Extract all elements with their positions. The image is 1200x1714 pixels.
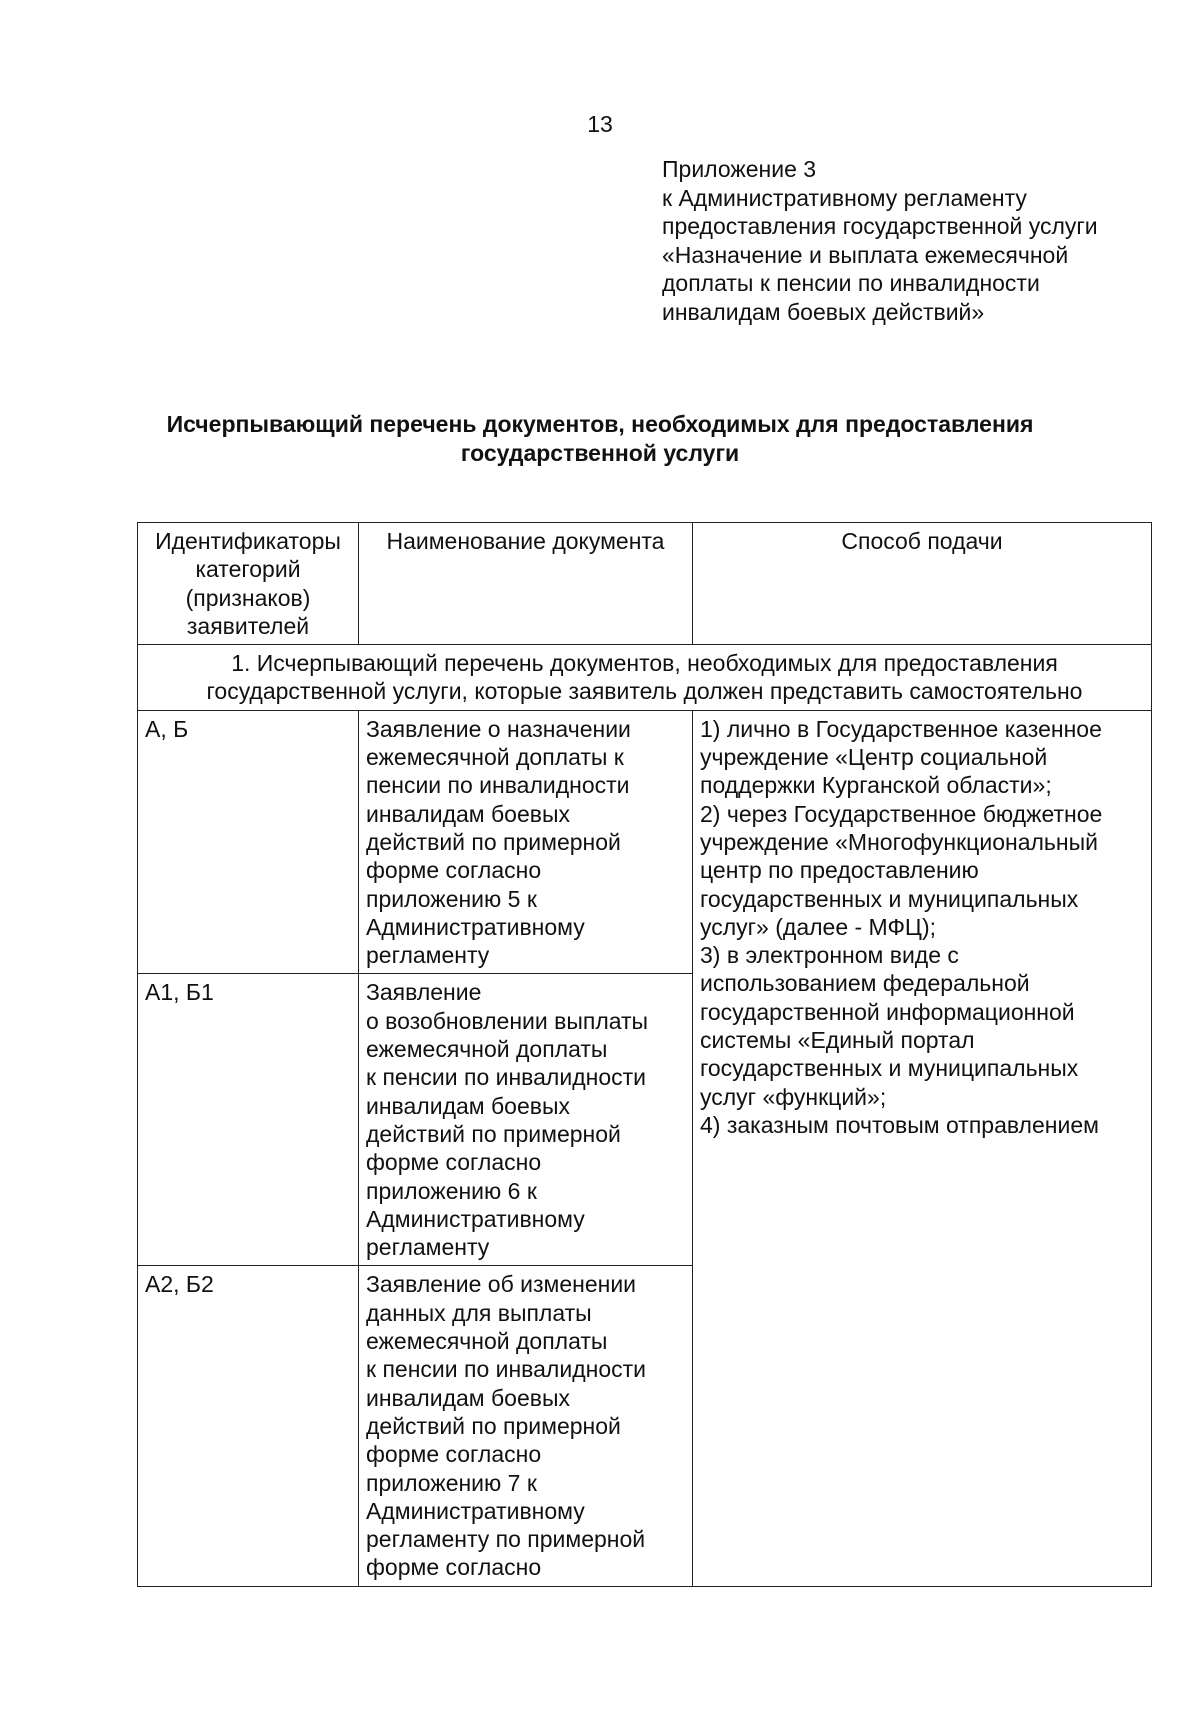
document-name-cell <box>359 710 693 974</box>
submission-method-line: 2) через Государственное бюджетное <box>700 800 1103 827</box>
submission-method-line: системы «Единый портал <box>700 1027 975 1054</box>
document-name-line: ежемесячной доплаты <box>366 1328 608 1355</box>
applicant-id-cell <box>138 710 359 974</box>
header-line: Наименование документа <box>386 528 665 554</box>
document-name-line: приложению 6 к <box>366 1177 537 1204</box>
document-name-line: ежемесячной доплаты к <box>366 744 624 771</box>
submission-method-line: 3) в электронном виде с <box>700 942 959 969</box>
appendix-line: Приложение 3 <box>662 156 817 182</box>
document-name-line: форме согласно <box>366 857 542 884</box>
appendix-line: «Назначение и выплата ежемесячной <box>662 241 1069 268</box>
submission-method-line: услуг» (далее - МФЦ); <box>700 913 936 940</box>
document-name-line: приложению 5 к <box>366 885 537 912</box>
document-name-cell <box>359 974 693 1266</box>
submission-method-line: центр по предоставлению <box>700 857 979 884</box>
document-name-line: инвалидам боевых <box>366 1092 570 1119</box>
document-name-line: инвалидам боевых <box>366 800 570 827</box>
section-line: государственной услуги, которые заявитель должен представить самостоятельно <box>206 678 1083 705</box>
submission-method-line: использованием федеральной <box>700 970 1030 997</box>
document-name-line: форме согласно <box>366 1441 542 1468</box>
document-name-line: приложению 7 к <box>366 1469 537 1496</box>
appendix-line: предоставления государственной услуги <box>662 213 1098 239</box>
table-row <box>138 710 1152 974</box>
document-name-line: форме согласно <box>366 1149 542 1176</box>
document-name-line: действий по примерной <box>366 828 621 855</box>
header-submission-method <box>693 523 1152 645</box>
document-name-line: инвалидам боевых <box>366 1384 570 1411</box>
section-row <box>138 645 1152 711</box>
submission-method-line: учреждение «Многофункциональный <box>700 828 1098 855</box>
document-title <box>0 410 1200 468</box>
document-name-line: регламенту <box>366 942 490 969</box>
document-name-line: данных для выплаты <box>366 1299 592 1326</box>
header-line: (признаков) <box>185 584 311 611</box>
document-name-line: действий по примерной <box>366 1120 621 1147</box>
document-title-line: государственной услуги <box>460 440 740 466</box>
submission-method-cell <box>693 710 1152 1586</box>
header-applicant-ids <box>138 523 359 645</box>
submission-method-line: 1) лично в Государственное казенное <box>700 715 1102 742</box>
applicant-id: А2, Б2 <box>145 1271 214 1298</box>
applicant-id-cell <box>138 974 359 1266</box>
submission-method-line: услуг «функций»; <box>700 1083 887 1110</box>
document-name-line: пенсии по инвалидности <box>366 772 630 799</box>
document-name-line: Заявление об изменении <box>366 1271 637 1298</box>
page-number: 13 <box>587 111 613 137</box>
document-name-line: регламенту <box>366 1234 490 1261</box>
submission-method-line: поддержки Курганской области»; <box>700 772 1052 799</box>
submission-method-line: учреждение «Центр социальной <box>700 744 1048 771</box>
document-name-line: о возобновлении выплаты <box>366 1007 649 1034</box>
document-title-line: Исчерпывающий перечень документов, необходимых для предоставления <box>166 411 1034 437</box>
document-name-line: ежемесячной доплаты <box>366 1036 608 1063</box>
documents-table <box>137 522 1152 1587</box>
document-name-line: Заявление о назначении <box>366 715 631 742</box>
document-name-line: регламенту по примерной <box>366 1526 646 1553</box>
appendix-line: доплаты к пенсии по инвалидности <box>662 270 1040 296</box>
appendix-reference <box>662 155 1162 326</box>
applicant-id-cell <box>138 1266 359 1586</box>
document-name-line: Заявление <box>366 979 482 1006</box>
document-name-line: действий по примерной <box>366 1412 621 1439</box>
applicant-id: А, Б <box>145 715 189 742</box>
document-name-line: к пенсии по инвалидности <box>366 1356 646 1383</box>
submission-method-line: государственной информационной <box>700 998 1075 1025</box>
appendix-line: к Административному регламенту <box>662 184 1027 211</box>
document-name-line: Административному <box>366 1205 585 1232</box>
section-line: 1. Исчерпывающий перечень документов, необходимых для предоставления <box>231 650 1058 677</box>
document-name-line: форме согласно <box>366 1554 542 1581</box>
header-line: Идентификаторы <box>155 528 341 554</box>
document-name-line: Административному <box>366 913 585 940</box>
header-line: заявителей <box>186 612 310 639</box>
submission-method-line: 4) заказным почтовым отправлением <box>700 1111 1099 1138</box>
header-line: категорий <box>195 556 301 583</box>
document-name-line: к пенсии по инвалидности <box>366 1064 646 1091</box>
submission-method-line: государственных и муниципальных <box>700 885 1079 912</box>
applicant-id: А1, Б1 <box>145 979 214 1006</box>
appendix-line: инвалидам боевых действий» <box>662 298 985 325</box>
header-line: Способ подачи <box>841 528 1003 554</box>
document-name-line: Административному <box>366 1497 585 1524</box>
submission-method-line: государственных и муниципальных <box>700 1055 1079 1082</box>
header-row <box>138 523 1152 645</box>
header-document-name <box>359 523 693 645</box>
section-heading <box>138 645 1152 711</box>
document-name-cell <box>359 1266 693 1586</box>
